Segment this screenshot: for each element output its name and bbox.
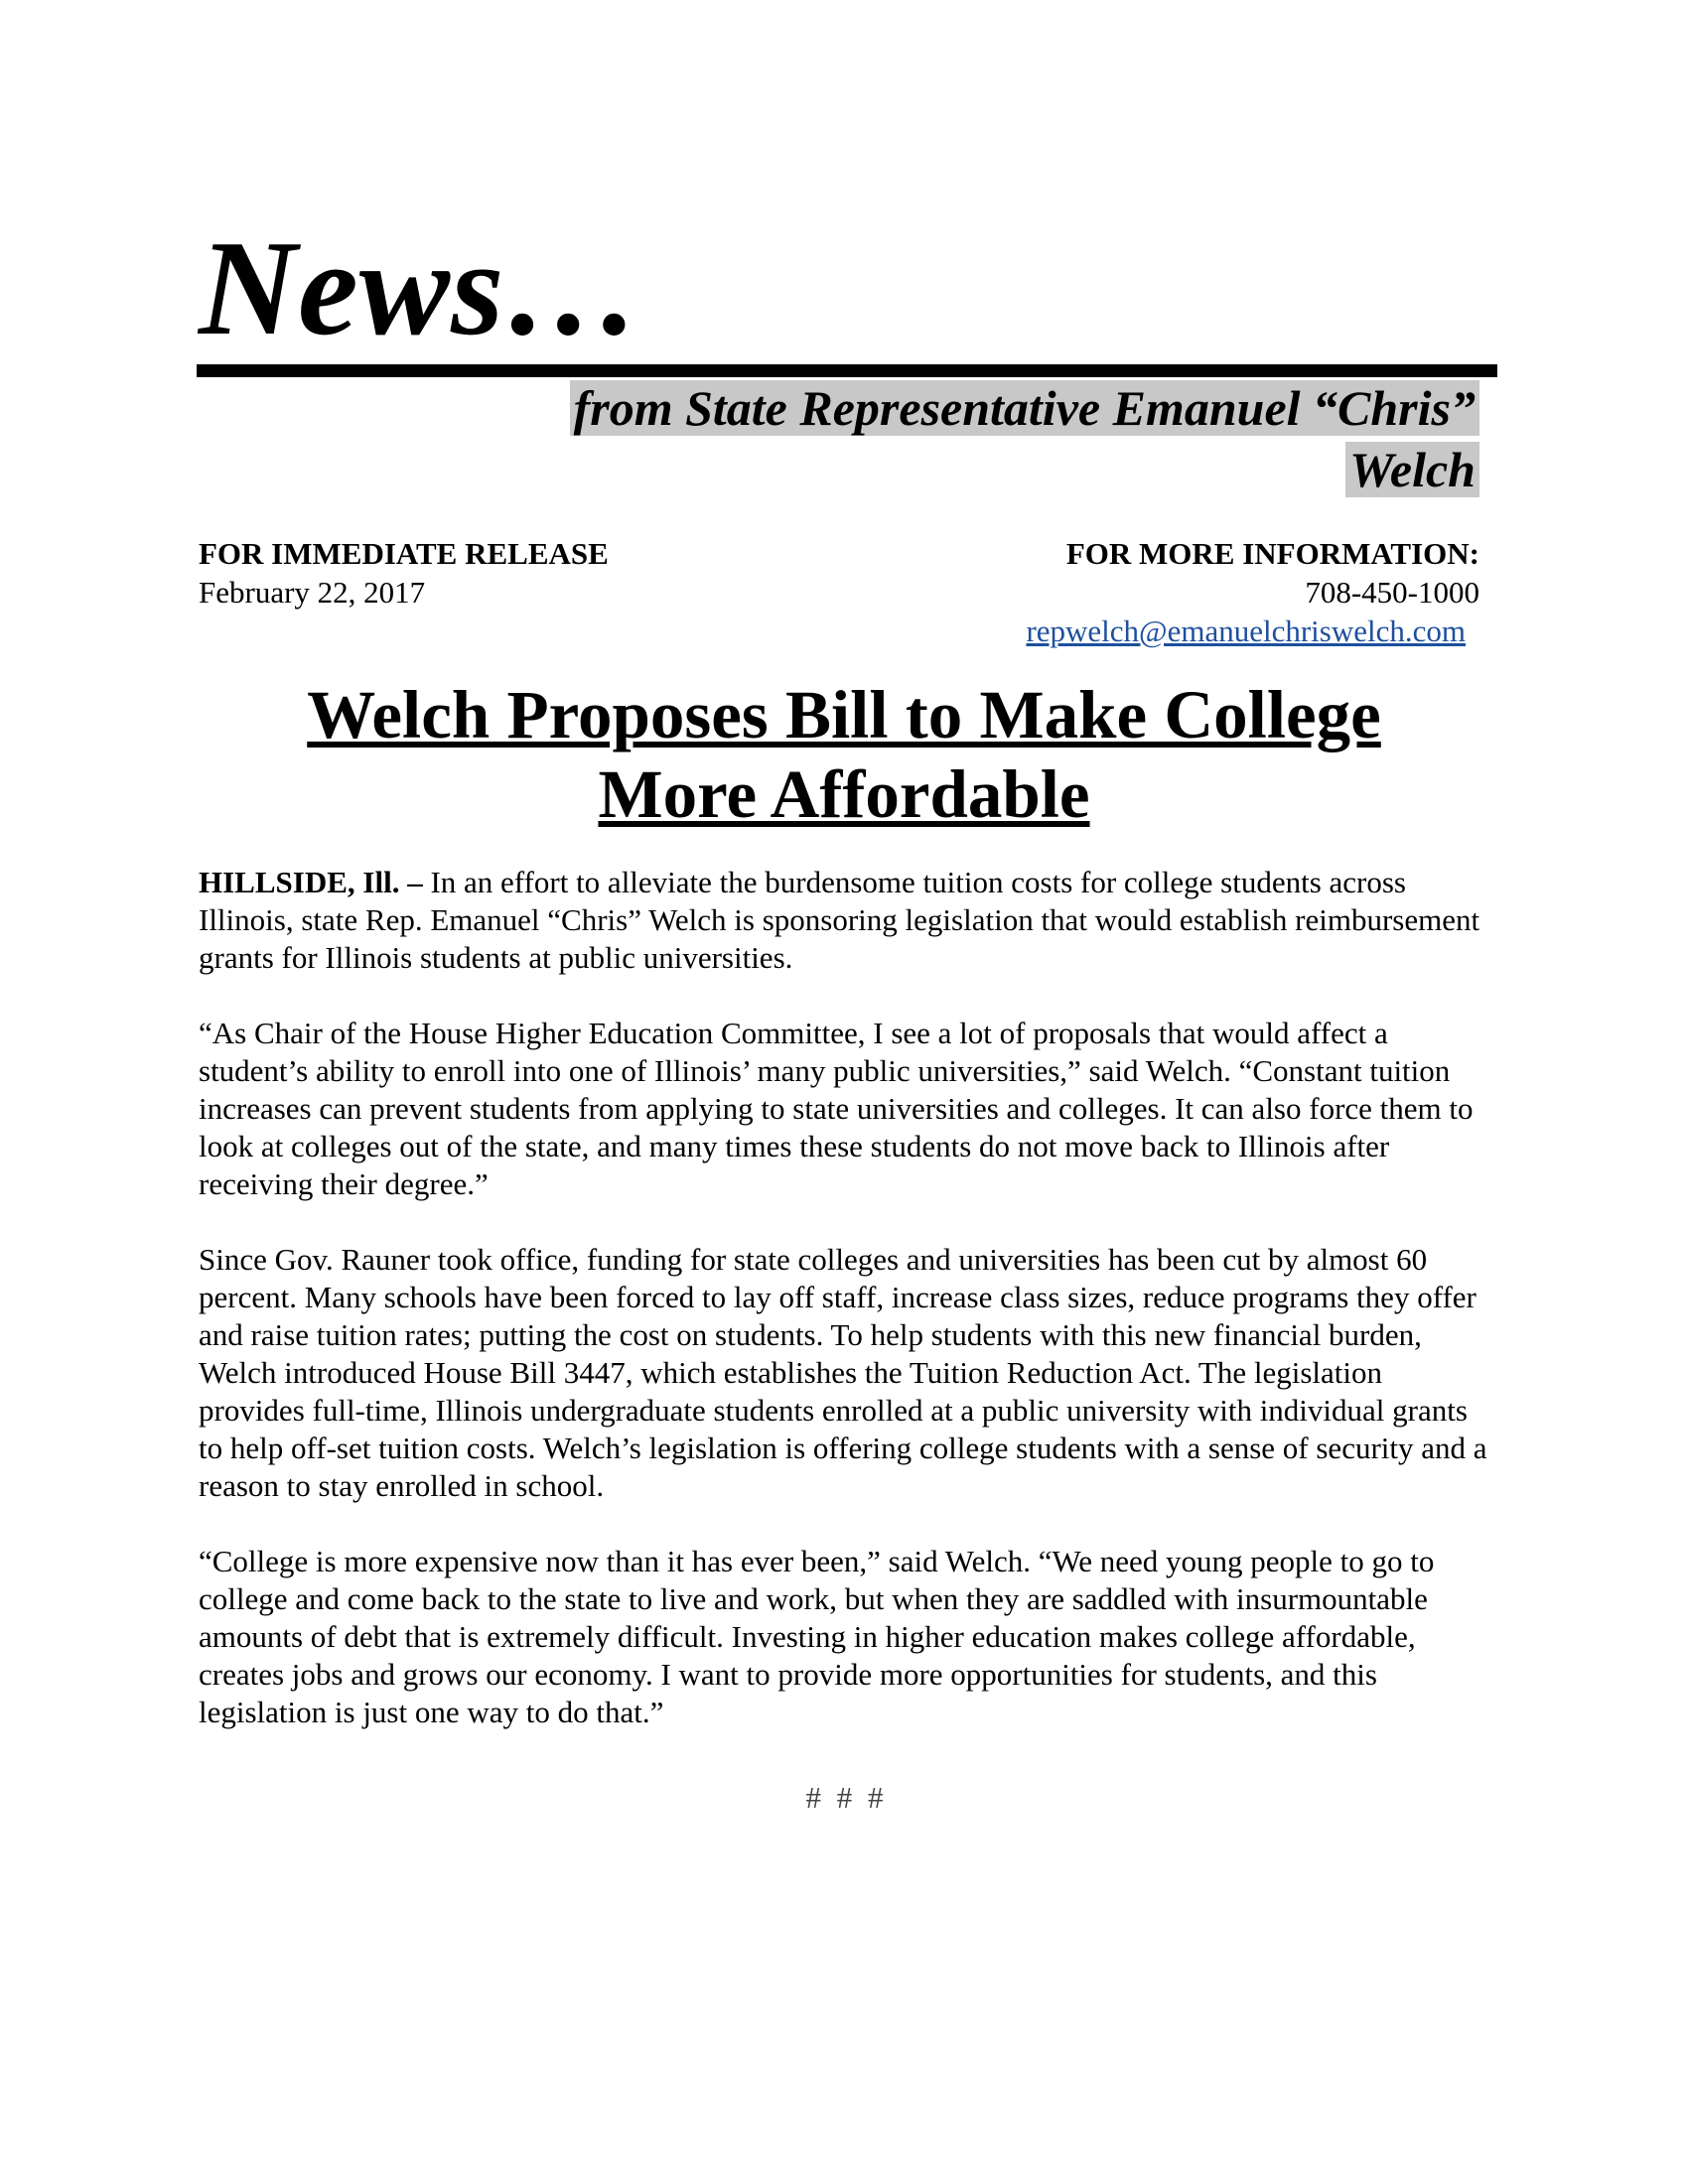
byline-line-2: Welch	[1345, 442, 1479, 497]
paragraph-1-text: In an effort to alleviate the burdensome tuition costs for college students across Illinois, state Rep. Emanuel “Chris” Welch is sponsoring legislation that would establish reimbursement grants for Illinois students at public universities.	[199, 865, 1480, 975]
headline	[199, 675, 1489, 834]
dateline: HILLSIDE, Ill. –	[199, 865, 423, 899]
byline-line-1: from State Representative Emanuel “Chris”	[570, 380, 1479, 436]
masthead-rule	[197, 364, 1497, 377]
paragraph-1	[199, 864, 1494, 977]
paragraph-4: “College is more expensive now than it has ever been,” said Welch. “We need young people to go to college and come back to the state to live and work, but when they are saddled with insurmountable amounts of debt that is extremely difficult. Investing in higher education makes college affordable, creates jobs and grows our economy. I want to provide more opportunities for students, and this legislation is just one way to do that.”	[199, 1544, 1435, 1729]
contact-label: FOR MORE INFORMATION:	[1065, 536, 1479, 571]
headline-line-2: More Affordable	[598, 756, 1090, 832]
end-mark: # # #	[805, 1780, 888, 1815]
contact-email-link[interactable]: repwelch@emanuelchriswelch.com	[1026, 614, 1466, 648]
contact-block	[1026, 534, 1479, 650]
contact-phone: 708-450-1000	[1305, 575, 1479, 610]
masthead-title: News…	[199, 212, 642, 363]
article-body	[199, 864, 1494, 1769]
byline	[570, 377, 1479, 500]
release-label: FOR IMMEDIATE RELEASE	[199, 536, 609, 571]
headline-line-1: Welch Proposes Bill to Make College	[307, 677, 1381, 752]
paragraph-2: “As Chair of the House Higher Education Committee, I see a lot of proposals that would affect a student’s ability to enroll into one of Illinois’ many public universities,” said Welch. “Constant tuition increases can prevent students from applying to state universities and colleges. It can also force them to look at colleges out of the state, and many times these students do not move back to Illinois after receiving their degree.”	[199, 1016, 1474, 1201]
paragraph-3: Since Gov. Rauner took office, funding for state colleges and universities has been cut by almost 60 percent. Many schools have been forced to lay off staff, increase class sizes, reduce programs they offer and raise tuition rates; putting the cost on students. To help students with this new financial burden, Welch introduced House Bill 3447, which establishes the Tuition Reduction Act. The legislation provides full-time, Illinois undergraduate students enrolled at a public university with individual grants to help off-set tuition costs. Welch’s legislation is offering college students with a sense of security and a reason to stay enrolled in school.	[199, 1242, 1487, 1503]
release-date: February 22, 2017	[199, 575, 426, 610]
release-block	[199, 534, 609, 612]
